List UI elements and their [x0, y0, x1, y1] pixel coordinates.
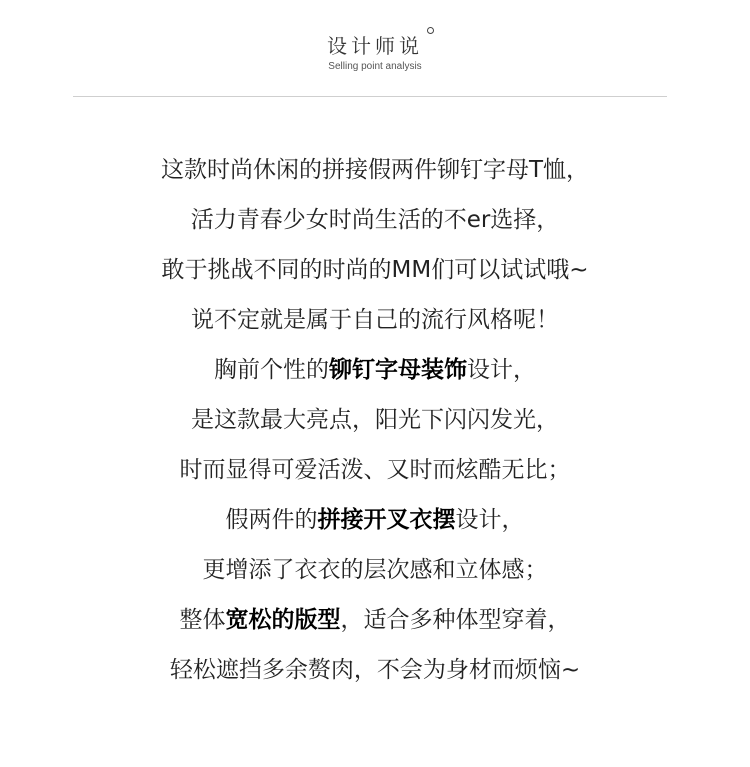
text-segment: 设计， [455, 507, 525, 533]
section-header [0, 0, 750, 98]
text-line [0, 655, 750, 685]
text-segment: 时而显得可爱活泼、又时而炫酷无比； [179, 457, 571, 483]
text-segment: 是这款最大亮点，阳光下闪闪发光， [191, 407, 559, 433]
text-line [0, 205, 750, 235]
text-segment: ，适合多种体型穿着， [340, 607, 571, 633]
text-segment: 这款时尚休闲的拼接假两件铆钉字母T恤， [160, 157, 590, 183]
highlight-phrase: 拼接开叉衣摆 [317, 507, 456, 533]
text-segment: 更增添了衣衣的层次感和立体感； [202, 557, 548, 583]
highlight-phrase: 铆钉字母装饰 [329, 357, 467, 383]
text-segment: 轻松遮挡多余赘肉，不会为身材而烦恼~ [169, 657, 581, 683]
text-line [0, 505, 750, 535]
text-segment: 整体 [179, 607, 226, 633]
section-subtitle: Selling point analysis [328, 61, 422, 72]
text-line [0, 455, 750, 485]
highlight-phrase: 宽松的版型 [225, 607, 341, 633]
text-segment: 假两件的 [225, 507, 318, 533]
text-segment: 设计， [467, 357, 536, 383]
text-line [0, 405, 750, 435]
text-line [0, 605, 750, 635]
title-circle-ornament [427, 27, 434, 34]
text-segment: 说不定就是属于自己的流行风格呢！ [191, 307, 559, 333]
text-line [0, 355, 750, 385]
text-line [0, 155, 750, 185]
text-segment: 胸前个性的 [214, 357, 329, 383]
text-segment: 敢于挑战不同的时尚的MM们可以试试哦~ [161, 257, 589, 283]
text-line [0, 555, 750, 585]
section-title: 设计师说 [327, 34, 423, 58]
header-divider [73, 96, 667, 97]
text-line [0, 255, 750, 285]
text-line [0, 305, 750, 335]
text-segment: 活力青春少女时尚生活的不er选择， [190, 207, 560, 233]
